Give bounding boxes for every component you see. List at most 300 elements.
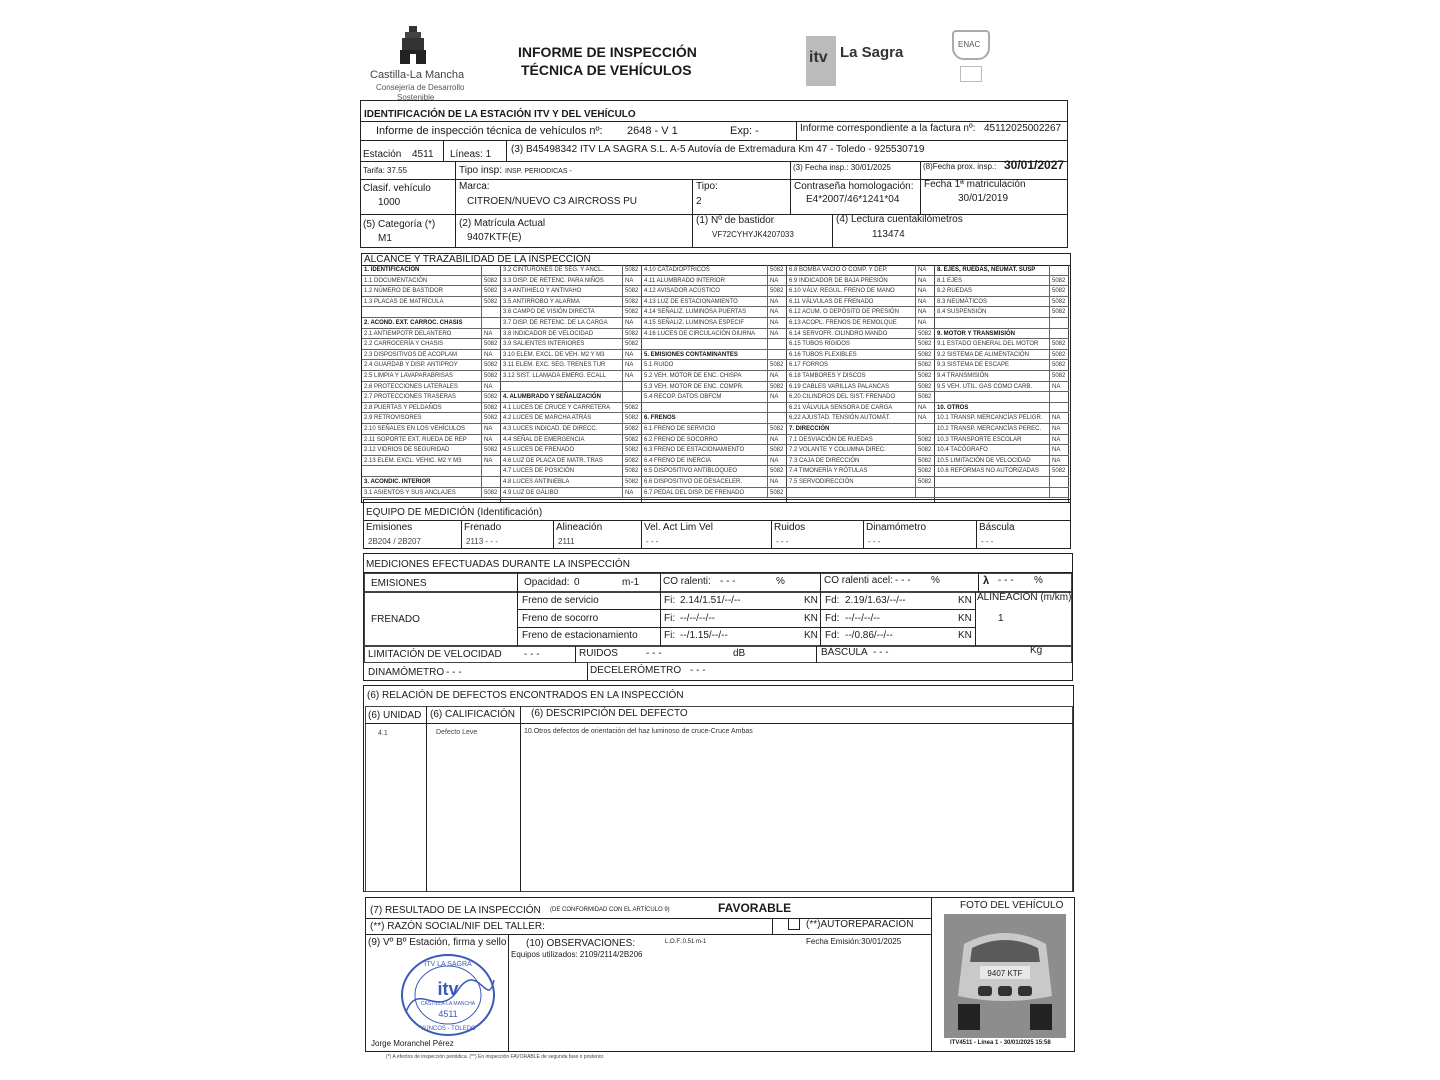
scope-item bbox=[787, 488, 935, 499]
scope-item-label: 6.20 CILINDROS DEL SIST. FRENADO bbox=[789, 394, 896, 401]
scope-item-code bbox=[1049, 488, 1069, 498]
region-name: Castilla-La Mancha bbox=[370, 69, 465, 81]
defects-col-calif: (6) CALIFICACIÓN bbox=[430, 709, 516, 720]
fd-value: 2.19/1.63/--/-- bbox=[845, 595, 906, 606]
scope-column bbox=[642, 265, 787, 502]
bascula-unit: Kg bbox=[1030, 645, 1043, 656]
scope-item-code bbox=[481, 318, 501, 328]
scope-item-code: 5082 bbox=[1049, 286, 1069, 296]
scope-item-code: NA bbox=[767, 318, 787, 328]
marca-value: CITROEN/NUEVO C3 AIRCROSS PU bbox=[467, 196, 638, 207]
scope-item-code: NA bbox=[622, 276, 642, 286]
scope-item-code bbox=[1049, 318, 1069, 328]
lambda-unit: % bbox=[1034, 575, 1043, 586]
scope-item bbox=[642, 297, 787, 308]
defects-col-unit: (6) UNIDAD bbox=[368, 710, 422, 721]
scope-item-code: 5082 bbox=[622, 403, 642, 413]
scope-item-label: 4.11 ALUMBRADO INTERIOR bbox=[644, 277, 725, 284]
scope-item-code bbox=[767, 339, 787, 349]
scope-item-code: NA bbox=[767, 435, 787, 445]
scope-item-code: 5082 bbox=[622, 456, 642, 466]
scope-item-label bbox=[935, 477, 1049, 487]
scope-item-label: 2.6 PROTECCIONES LATERALES bbox=[364, 383, 458, 390]
scope-item-code bbox=[481, 307, 501, 317]
scope-item-label bbox=[501, 382, 622, 392]
scope-item-code: 5082 bbox=[622, 297, 642, 307]
scope-item-code bbox=[481, 466, 501, 476]
scope-item bbox=[642, 329, 787, 340]
scope-item-label: 10.1 TRANSP. MERCANCÍAS PELIGR. bbox=[937, 415, 1043, 422]
fecha-prox-label: (8)Fecha prox. insp.: bbox=[923, 162, 997, 171]
defect-unit: 4.1 bbox=[378, 730, 388, 737]
scope-item bbox=[501, 435, 642, 446]
castle-icon bbox=[398, 26, 428, 66]
scope-item-code: 5082 bbox=[622, 286, 642, 296]
scope-item-code: 5082 bbox=[915, 466, 935, 476]
scope-item bbox=[787, 382, 935, 393]
scope-item-label bbox=[362, 307, 481, 317]
fd-value: --/0.86/--/-- bbox=[845, 630, 893, 641]
scope-item bbox=[935, 424, 1069, 435]
marca-label: Marca: bbox=[459, 181, 490, 192]
result-value: FAVORABLE bbox=[718, 901, 792, 915]
scope-item-code: NA bbox=[915, 297, 935, 307]
tipo-insp: INSP. PERIODICAS - bbox=[505, 168, 572, 175]
ruidos-value: - - - bbox=[646, 648, 662, 659]
seal-num: 4511 bbox=[438, 1009, 458, 1019]
photo-caption: ITV4511 - Línea 1 - 30/01/2025 15:58 bbox=[950, 1040, 1051, 1046]
scope-item-code bbox=[1049, 403, 1069, 413]
matricula-value: 9407KTF(E) bbox=[467, 232, 522, 243]
scope-item bbox=[642, 276, 787, 287]
region-logo bbox=[360, 26, 470, 102]
scope-item-code: 5082 bbox=[1049, 276, 1069, 286]
km-value: 113474 bbox=[872, 229, 905, 240]
defect-calif: Defecto Leve bbox=[436, 729, 478, 736]
scope-item-label: 10.3 TRANSPORTE ESCOLAR bbox=[937, 436, 1022, 443]
dinamometro-value: - - - bbox=[446, 667, 462, 678]
fecha-insp: (3) Fecha insp.: 30/01/2025 bbox=[793, 163, 891, 172]
fd-unit: KN bbox=[958, 613, 972, 624]
scope-item-label: 1.2 NÚMERO DE BASTIDOR bbox=[364, 288, 444, 295]
scope-item-label: 4.7 LUCES DE POSICIÓN bbox=[503, 468, 575, 475]
scope-item-code: 5082 bbox=[767, 424, 787, 434]
scope-item bbox=[362, 456, 501, 467]
scope-item-label: 7.4 TIMONERÍA Y RÓTULAS bbox=[789, 468, 868, 475]
scope-item-code: 5082 bbox=[1049, 466, 1069, 476]
scope-item bbox=[501, 403, 642, 414]
scope-item bbox=[362, 445, 501, 456]
scope-item-label: 2.1 ANTIEMPOTR DELANTERO bbox=[364, 330, 452, 337]
scope-item-label: 9.2 SISTEMA DE ALIMENTACIÓN bbox=[937, 351, 1029, 358]
scope-item bbox=[935, 276, 1069, 287]
scope-item bbox=[787, 477, 935, 488]
scope-item bbox=[501, 413, 642, 424]
scope-column bbox=[362, 265, 501, 502]
scope-item-code: 5082 bbox=[622, 329, 642, 339]
scope-item-label bbox=[935, 392, 1049, 402]
vb-label: (9) Vº Bº Estación, firma y sello bbox=[368, 937, 507, 948]
scope-item-label: 4.9 LUZ DE GÁLIBO bbox=[503, 489, 559, 496]
scope-item bbox=[787, 318, 935, 329]
equipment-label: Báscula bbox=[979, 522, 1015, 533]
fd-label: Fd: bbox=[825, 595, 840, 606]
scope-item bbox=[935, 382, 1069, 393]
scope-item bbox=[642, 339, 787, 350]
scope-item-label: 4.15 SEÑALIZ. LUMINOSA ESPECIF bbox=[644, 320, 745, 326]
scope-item bbox=[787, 413, 935, 424]
scope-item-code bbox=[1049, 477, 1069, 487]
scope-item bbox=[642, 424, 787, 435]
scope-item bbox=[935, 265, 1069, 276]
clasif-label: Clasif. vehículo bbox=[363, 183, 431, 194]
scope-item-label: 3.7 DISP. DE RETENC. DE LA CARGA bbox=[503, 320, 608, 326]
bascula-value: - - - bbox=[873, 647, 889, 658]
footnote: (*) A efectos de inspección periódica. (**) En inspección FAVORABLE de segunda fase o posterior. bbox=[386, 1054, 605, 1060]
scope-item-code: 5082 bbox=[915, 339, 935, 349]
scope-item bbox=[787, 297, 935, 308]
scope-item-label bbox=[362, 466, 481, 476]
scope-item-code: 5082 bbox=[915, 382, 935, 392]
scope-item bbox=[501, 466, 642, 477]
scope-column bbox=[935, 265, 1069, 502]
scope-item-code bbox=[915, 424, 935, 434]
opacidad-label: Opacidad: bbox=[524, 577, 570, 588]
scope-item bbox=[787, 360, 935, 371]
decelerometro-value: - - - bbox=[690, 665, 706, 676]
scope-item bbox=[642, 456, 787, 467]
scope-item-label: 5.1 RUIDO bbox=[644, 362, 674, 369]
defect-desc: 10.Otros defectos de orientación del haz luminoso de cruce-Cruce Ambas bbox=[524, 728, 753, 735]
scope-item-label: 2.11 SOPORTE EXT. RUEDA DE REP bbox=[364, 436, 467, 443]
scope-item-code: NA bbox=[622, 318, 642, 328]
clasif-value: 1000 bbox=[378, 197, 401, 208]
scope-item bbox=[935, 413, 1069, 424]
enac-text: ENAC bbox=[958, 40, 981, 49]
equipment-value: 2B204 / 2B207 bbox=[368, 537, 421, 546]
scope-item-code: NA bbox=[767, 477, 787, 487]
homolog-label: Contraseña homologación: bbox=[794, 181, 914, 192]
autorep-label: (**)AUTOREPARACIÓN bbox=[806, 919, 914, 930]
opacidad-unit: m-1 bbox=[622, 577, 640, 588]
scope-item-code: NA bbox=[622, 371, 642, 381]
scope-item-label: 2.7 PROTECCIONES TRASERAS bbox=[364, 394, 456, 401]
scope-item-label bbox=[642, 339, 767, 349]
scope-item-code: 5082 bbox=[481, 339, 501, 349]
scope-item bbox=[362, 477, 501, 488]
identification-title: IDENTIFICACIÓN DE LA ESTACIÓN ITV Y DEL VEHÍCULO bbox=[364, 109, 636, 120]
lof: L.O.F.:0.51 m-1 bbox=[665, 939, 707, 945]
scope-item bbox=[642, 360, 787, 371]
exp-label: Exp: - bbox=[730, 125, 759, 137]
scope-item-code: 5082 bbox=[481, 445, 501, 455]
equipment-value: - - - bbox=[776, 537, 789, 546]
scope-item-label: 1.1 DOCUMENTACIÓN bbox=[364, 277, 428, 284]
scope-title: ALCANCE Y TRAZABILIDAD DE LA INSPECCIÓN bbox=[364, 254, 591, 265]
scope-item bbox=[642, 403, 787, 414]
result-label: (7) RESULTADO DE LA INSPECCIÓN bbox=[370, 905, 541, 916]
scope-item-label: 5.4 RECOP. DATOS OBFCM bbox=[644, 394, 722, 401]
limitacion-label: LIMITACIÓN DE VELOCIDAD bbox=[368, 649, 502, 660]
scope-item bbox=[935, 360, 1069, 371]
scope-item-code: 5082 bbox=[622, 413, 642, 423]
scope-item-code: 5082 bbox=[481, 371, 501, 381]
scope-item-code: NA bbox=[1049, 456, 1069, 466]
scope-item bbox=[362, 276, 501, 287]
scope-item-code: 5082 bbox=[1049, 307, 1069, 317]
scope-item bbox=[642, 307, 787, 318]
scope-item-label: 3.12 SIST. LLAMADA EMERG. ECALL bbox=[503, 373, 607, 379]
scope-item bbox=[362, 466, 501, 477]
doc-title-2: TÉCNICA DE VEHÍCULOS bbox=[521, 62, 692, 78]
ruidos-label: RUIDOS bbox=[579, 648, 618, 659]
scope-item-label: 3.5 ANTIRROBO Y ALARMA bbox=[503, 298, 580, 305]
station-number: 4511 bbox=[412, 149, 434, 160]
vehicle-plate: 9407 KTF bbox=[987, 969, 1023, 978]
scope-item bbox=[935, 466, 1069, 477]
fi-value: --/--/--/-- bbox=[680, 613, 715, 624]
scope-item-label: 6.3 FRENO DE ESTACIONAMIENTO bbox=[644, 447, 745, 454]
scope-item-label: 6.7 PEDAL DEL DISP. DE FRENADO bbox=[644, 489, 745, 496]
scope-item-label: 3.2 CINTURONES DE SEG. Y ANCL. bbox=[503, 267, 604, 273]
scope-item bbox=[501, 318, 642, 329]
scope-item-code: 5082 bbox=[1049, 350, 1069, 360]
scope-item bbox=[362, 307, 501, 318]
fecha-emision: Fecha Emisión:30/01/2025 bbox=[806, 937, 902, 946]
co-ralenti-label: CO ralenti: bbox=[663, 576, 711, 587]
scope-item-label: 6.9 INDICADOR DE BAJA PRESIÓN bbox=[789, 277, 888, 284]
categoria-label: (5) Categoría (*) bbox=[363, 219, 436, 230]
scope-item bbox=[935, 371, 1069, 382]
scope-item-code: 5082 bbox=[481, 413, 501, 423]
scope-item-code bbox=[1049, 329, 1069, 339]
scope-item-code: NA bbox=[622, 350, 642, 360]
scope-item-code: NA bbox=[1049, 445, 1069, 455]
scope-item-code: NA bbox=[481, 329, 501, 339]
scope-item-code: NA bbox=[622, 360, 642, 370]
signer-name: Jorge Moranchel Pérez bbox=[371, 1039, 454, 1048]
defects-col-desc: (6) DESCRIPCIÓN DEL DEFECTO bbox=[531, 708, 688, 719]
scope-item bbox=[935, 307, 1069, 318]
scope-item-code: NA bbox=[915, 276, 935, 286]
scope-item bbox=[501, 445, 642, 456]
scope-item bbox=[787, 403, 935, 414]
scope-item-code: 5082 bbox=[767, 382, 787, 392]
alineacion-value: 1 bbox=[998, 613, 1004, 624]
scope-item bbox=[642, 392, 787, 403]
scope-item-code: NA bbox=[767, 456, 787, 466]
obs-label: (10) OBSERVACIONES: bbox=[526, 938, 636, 949]
scope-item bbox=[642, 488, 787, 499]
scope-item bbox=[501, 307, 642, 318]
scope-item-label: 7.3 CAJA DE DIRECCIÓN bbox=[789, 457, 860, 464]
scope-item-label: 2.12 VIDRIOS DE SEGURIDAD bbox=[364, 447, 450, 454]
itv-logo bbox=[806, 36, 836, 86]
scope-item-code: NA bbox=[481, 435, 501, 445]
dinamometro-label: DINAMÓMETRO bbox=[368, 667, 445, 678]
scope-item bbox=[501, 488, 642, 499]
fd-label: Fd: bbox=[825, 630, 840, 641]
scope-item-code: NA bbox=[915, 318, 935, 328]
scope-item-code: 5082 bbox=[915, 392, 935, 402]
scope-item-label: 2.13 ELEM. EXCL. VEHIC. M2 Y M3 bbox=[364, 457, 462, 464]
lambda-value: - - - bbox=[998, 575, 1014, 586]
scope-item bbox=[935, 456, 1069, 467]
scope-item-code: 5082 bbox=[1049, 360, 1069, 370]
matric1-label: Fecha 1ª matriculación bbox=[924, 179, 1026, 190]
fi-label: Fi: bbox=[664, 613, 676, 624]
scope-item-label: 10.6 REFORMAS NO AUTORIZADAS bbox=[937, 468, 1039, 475]
scope-item-label: 10.4 TACÓGRAFO bbox=[937, 447, 988, 454]
tipo-insp-label: Tipo insp: bbox=[459, 165, 502, 176]
scope-item-label: 8.4 SUSPENSIÓN bbox=[937, 309, 987, 316]
scope-item-label: 6.22 AJUSTAD. TENSIÓN AUTOMÁT. bbox=[789, 415, 891, 422]
operator-info: (3) B45498342 ITV LA SAGRA S.L. A-5 Autovía de Extremadura Km 47 - Toledo - 925530719 bbox=[511, 144, 925, 155]
scope-item-label: 6.18 TAMBORES Y DISCOS bbox=[789, 373, 866, 379]
equipment-value: - - - bbox=[646, 537, 659, 546]
scope-item-code bbox=[622, 392, 642, 402]
scope-item-label: 6.19 CABLES VARILLAS PALANCAS bbox=[789, 383, 890, 390]
scope-item bbox=[935, 339, 1069, 350]
scope-item-label: 7.5 SERVODIRECCIÓN bbox=[789, 479, 854, 485]
scope-item-code: NA bbox=[915, 307, 935, 317]
scope-item-label: 5.2 VEH. MOTOR DE ENC. CHISPA bbox=[644, 373, 742, 379]
station-label: Estación bbox=[363, 149, 402, 160]
scope-item-label: 2.4 GUARDAB Y DISP. ANTIPROY bbox=[364, 362, 458, 369]
scope-item-code: 5082 bbox=[915, 435, 935, 445]
bascula-label: BÁSCULA bbox=[821, 647, 868, 658]
scope-item-code: 5082 bbox=[622, 424, 642, 434]
scope-item-code bbox=[1049, 265, 1069, 275]
scope-item bbox=[787, 456, 935, 467]
equipment-label: Emisiones bbox=[366, 522, 413, 533]
scope-item bbox=[362, 350, 501, 361]
scope-item-label: 4.3 LUCES INDICAD. DE DIRECC. bbox=[503, 426, 598, 432]
scope-item bbox=[362, 286, 501, 297]
defects-title: (6) RELACIÓN DE DEFECTOS ENCONTRADOS EN LA INSPECCIÓN bbox=[367, 690, 684, 701]
scope-item-label: 4.16 LUCES DE CIRCULACIÓN DIURNA bbox=[644, 330, 756, 337]
equipment-label: Dinamómetro bbox=[866, 522, 927, 533]
scope-item-label: 4.12 AVISADOR ACÚSTICO bbox=[644, 288, 720, 295]
equipment-value: 2113 - - - bbox=[466, 537, 498, 546]
scope-item-label: 3.6 CAMPO DE VISIÓN DIRECTA bbox=[503, 309, 595, 316]
scope-item bbox=[935, 329, 1069, 340]
scope-item-code: 5082 bbox=[915, 371, 935, 381]
scope-item-code: 5082 bbox=[915, 477, 935, 487]
scope-item bbox=[935, 435, 1069, 446]
scope-item bbox=[787, 392, 935, 403]
scope-item-label: 3.9 SALIENTES INTERIORES bbox=[503, 341, 585, 348]
equipment-label: Ruidos bbox=[774, 522, 806, 533]
scope-item-label: 9.4 TRANSMISIÓN bbox=[937, 373, 989, 379]
scope-item-code: 5082 bbox=[481, 276, 501, 286]
scope-item-code: NA bbox=[915, 265, 935, 275]
scope-item-label: 2.10 SEÑALES EN LOS VEHÍCULOS bbox=[364, 426, 466, 432]
seal-city: YUNCOS - TOLEDO bbox=[420, 1026, 476, 1032]
result-conformity: (DE CONFORMIDAD CON EL ARTÍCULO 9) bbox=[550, 907, 670, 913]
scope-item bbox=[935, 392, 1069, 403]
scope-item-code: NA bbox=[1049, 435, 1069, 445]
scope-item-label bbox=[935, 488, 1049, 498]
scope-item-code: NA bbox=[915, 403, 935, 413]
tarifa: Tarifa: 37.55 bbox=[363, 166, 408, 175]
autorep-checkbox[interactable] bbox=[788, 918, 800, 930]
equipment-value: 2111 bbox=[558, 537, 575, 546]
scope-item bbox=[362, 424, 501, 435]
scope-item bbox=[642, 265, 787, 276]
scope-item bbox=[642, 286, 787, 297]
scope-item bbox=[501, 382, 642, 393]
scope-item-label: 4.5 LUCES DE FRENADO bbox=[503, 447, 575, 454]
scope-item-label: 10.2 TRANSP. MERCANCÍAS PEREC. bbox=[937, 426, 1042, 432]
scope-item bbox=[935, 403, 1069, 414]
enac-logo bbox=[952, 30, 992, 86]
scope-item-label: 8. EJES, RUEDAS, NEUMAT. SUSP bbox=[937, 267, 1036, 273]
scope-item bbox=[935, 286, 1069, 297]
scope-item-code bbox=[481, 265, 501, 275]
fi-value: --/1.15/--/-- bbox=[680, 630, 728, 641]
scope-item-label: 4.1 LUCES DE CRUCE Y CARRETERA bbox=[503, 404, 611, 411]
scope-item-code: 5082 bbox=[622, 477, 642, 487]
scope-item-code: 5082 bbox=[481, 286, 501, 296]
scope-item-label bbox=[642, 403, 767, 413]
scope-item bbox=[935, 350, 1069, 361]
workshop-label: (**) RAZÓN SOCIAL/NIF DEL TALLER: bbox=[370, 921, 545, 932]
co-ralenti-unit: % bbox=[776, 576, 785, 587]
matric1-value: 30/01/2019 bbox=[958, 193, 1009, 204]
scope-item-label: 6.2 FRENO DE SOCORRO bbox=[644, 436, 718, 443]
scope-item-label: 6.13 ACOPL. FRENOS DE REMOLQUE bbox=[789, 320, 897, 326]
scope-item bbox=[642, 477, 787, 488]
scope-item-label: 6.8 BOMBA VACÍO O COMP. Y DEP. bbox=[789, 267, 888, 273]
scope-item bbox=[501, 297, 642, 308]
scope-item bbox=[362, 435, 501, 446]
fi-unit: KN bbox=[804, 630, 818, 641]
scope-item-label: 9. MOTOR Y TRANSMISIÓN bbox=[937, 330, 1016, 337]
scope-item bbox=[787, 371, 935, 382]
scope-item-code: 5082 bbox=[767, 445, 787, 455]
scope-item-label: 10. OTROS bbox=[937, 404, 969, 411]
fi-value: 2.14/1.51/--/-- bbox=[680, 595, 741, 606]
brake-label: Freno de servicio bbox=[522, 595, 599, 606]
fd-value: --/--/--/-- bbox=[845, 613, 880, 624]
equipment-value: - - - bbox=[868, 537, 881, 546]
km-label: (4) Lectura cuentakilómetros bbox=[836, 214, 963, 225]
scope-item-label: 6.4 FRENO DE INERCIA bbox=[644, 457, 712, 464]
alineacion-label: ALINEACIÓN (m/km) bbox=[977, 592, 1072, 603]
scope-item-label: 6.21 VÁLVULA SENSORA DE CARGA bbox=[789, 404, 893, 411]
scope-item-code: 5082 bbox=[622, 339, 642, 349]
scope-item bbox=[787, 329, 935, 340]
scope-item-label: 2.2 CARROCERÍA Y CHASIS bbox=[364, 341, 444, 348]
equipment-title: EQUIPO DE MEDICIÓN (Identificación) bbox=[366, 507, 543, 518]
svg-text:itv: itv bbox=[809, 49, 828, 66]
scope-item-label: 3.3 DISP. DE RETENC. PARA NIÑOS bbox=[503, 277, 604, 284]
scope-item-code: 5082 bbox=[1049, 339, 1069, 349]
scope-item-code: 5082 bbox=[915, 350, 935, 360]
co-acel-unit: % bbox=[931, 575, 940, 586]
scope-item bbox=[787, 466, 935, 477]
scope-item-code bbox=[767, 403, 787, 413]
scope-item bbox=[501, 350, 642, 361]
scope-item bbox=[501, 371, 642, 382]
scope-item-code: 5082 bbox=[481, 360, 501, 370]
brake-label: Freno de socorro bbox=[522, 613, 599, 624]
scope-item-code: NA bbox=[767, 329, 787, 339]
scope-item-label: 6.17 FORROS bbox=[789, 362, 829, 369]
scope-item-label: 2.5 LIMPIA Y LAVAPARABRISAS bbox=[364, 373, 453, 379]
scope-item bbox=[501, 286, 642, 297]
